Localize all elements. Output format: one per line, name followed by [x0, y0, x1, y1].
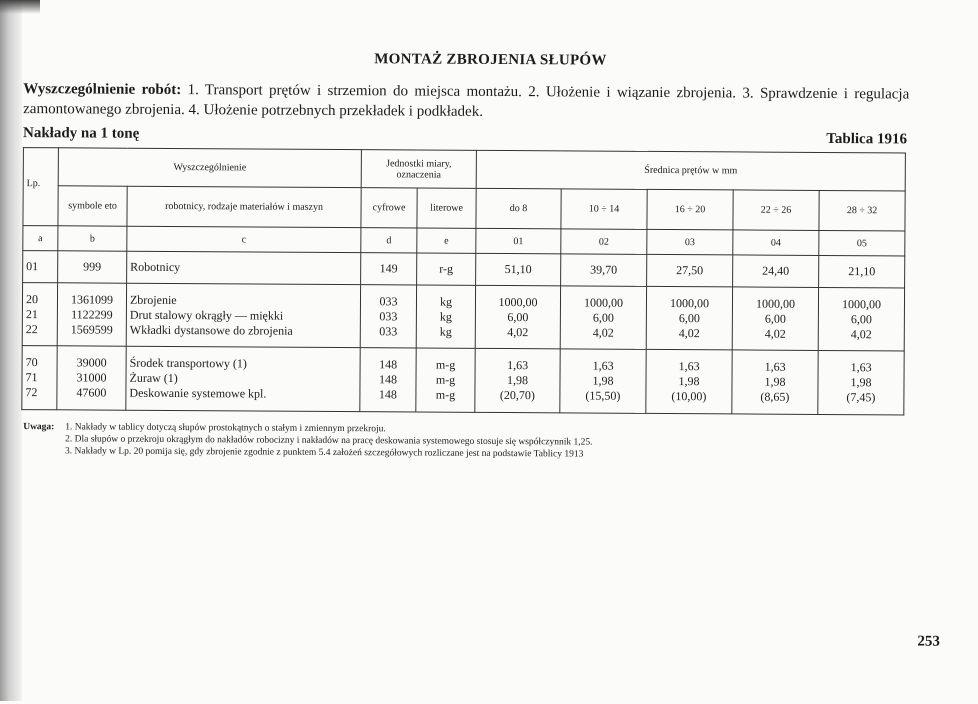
table-row [23, 251, 905, 288]
row-lp: 70 71 72 [22, 346, 57, 410]
row-symbol: 1361099 1122299 1569599 [57, 283, 126, 346]
cost-table [21, 147, 906, 415]
header-cyfrowe: cyfrowe [361, 188, 417, 228]
row-cyfrowe: 149 [361, 253, 417, 285]
page-number: 253 [917, 633, 940, 650]
column-code: 03 [647, 229, 733, 255]
row-value: 1000,00 6,00 4,02 [560, 286, 646, 350]
notes-label: Uwaga: [23, 422, 55, 433]
row-value: 1,63 1,98 (7,45) [818, 350, 904, 415]
header-literowe: literowe [417, 188, 476, 228]
header-wyszczegolnienie: Wyszczególnienie [58, 148, 361, 188]
row-value: 39,70 [561, 254, 647, 287]
column-code: 04 [733, 230, 819, 256]
column-letter: b [58, 226, 127, 251]
row-lp: 20 21 22 [22, 283, 57, 346]
row-name: Środek transportowy (1) Żuraw (1) Deskowanie systemowe kpl. [126, 346, 360, 411]
row-symbol: 39000 31000 47600 [57, 346, 126, 410]
header-diameter: 16 ÷ 20 [647, 189, 733, 230]
notes-section [23, 421, 593, 460]
table-row [22, 283, 904, 351]
spec-text: 1. Transport prętów i strzemion do miejsca montażu. 2. Ułożenie i wiązanie zbrojenia. 3. Sprawdzenie i regulacja zamontowanego zbrojenia. 4. Ułożenie potrzebnych przekładek i podkładek. [23, 82, 910, 120]
row-value: 51,10 [476, 253, 561, 286]
header-symbole: symbole eto [58, 186, 127, 226]
row-value: 1000,00 6,00 4,02 [475, 285, 560, 349]
row-value: 27,50 [647, 254, 733, 287]
header-row-1 [23, 148, 905, 191]
page-title: MONTAŻ ZBROJENIA SŁUPÓW [374, 51, 607, 69]
table-id: Tablica 1916 [826, 130, 908, 148]
row-value: 1000,00 6,00 4,02 [732, 287, 818, 351]
header-jednostki: Jednostki miary, oznaczenia [361, 150, 476, 189]
row-value: 1,63 1,98 (15,50) [560, 349, 646, 414]
row-value: 1000,00 6,00 4,02 [818, 287, 904, 351]
row-lp: 01 [23, 251, 58, 283]
header-srednica: Średnica prętów w mm [476, 150, 905, 191]
header-robotnicy: robotnicy, rodzaje materiałów i maszyn [127, 186, 361, 227]
column-letter: a [23, 226, 58, 251]
note-item: 2. Dla słupów o przekroju okrągłym do nakładów robocizny i nakładów na pracę deskowania systemowego stosuje się współczynnik 1,25. [65, 434, 593, 448]
note-item: 1. Nakłady w tablicy dotyczą słupów prostokątnych o stałym i zmiennym przekroju. [65, 422, 386, 435]
spec-label: Wyszczególnienie robót: [23, 81, 182, 99]
column-code: 05 [819, 230, 905, 256]
column-letter: e [417, 228, 476, 253]
header-lp: Lp. [23, 148, 58, 226]
note-item: 3. Nakłady w Lp. 20 pomija się, gdy zbrojenie zgodnie z punktem 5.4 założeń szczegółowych rozliczane jest na podstawie Tablicy 1913 [65, 446, 584, 460]
column-letter: d [361, 228, 417, 253]
row-literowe: m-g m-g m-g [416, 348, 475, 412]
row-value: 24,40 [733, 255, 819, 288]
row-cyfrowe: 148 148 148 [360, 348, 416, 412]
subtitle: Nakłady na 1 tonę [22, 125, 140, 142]
column-code: 01 [476, 228, 561, 254]
row-value: 1,63 1,98 (8,65) [732, 350, 818, 415]
header-diameter: 10 ÷ 14 [561, 189, 647, 230]
header-diameter: do 8 [476, 188, 561, 229]
row-value: 1000,00 6,00 4,02 [646, 286, 732, 350]
row-value: 1,63 1,98 (20,70) [475, 348, 560, 413]
row-cyfrowe: 033 033 033 [360, 285, 416, 348]
row-symbol: 999 [58, 251, 127, 283]
row-literowe: kg kg kg [416, 285, 475, 348]
row-name: Zbrojenie Drut stalowy okrągły — miękki Wkładki dystansowe do zbrojenia [126, 283, 360, 347]
column-letter: c [127, 226, 361, 252]
row-name: Robotnicy [127, 251, 361, 284]
table-row [22, 346, 904, 415]
header-diameter: 28 ÷ 32 [819, 190, 905, 231]
header-row-2 [23, 186, 905, 231]
work-specification [23, 79, 909, 124]
column-code: 02 [561, 229, 647, 255]
row-literowe: r-g [417, 253, 476, 285]
row-value: 1,63 1,98 (10,00) [646, 349, 732, 414]
header-diameter: 22 ÷ 26 [733, 190, 819, 231]
row-value: 21,10 [819, 255, 905, 288]
